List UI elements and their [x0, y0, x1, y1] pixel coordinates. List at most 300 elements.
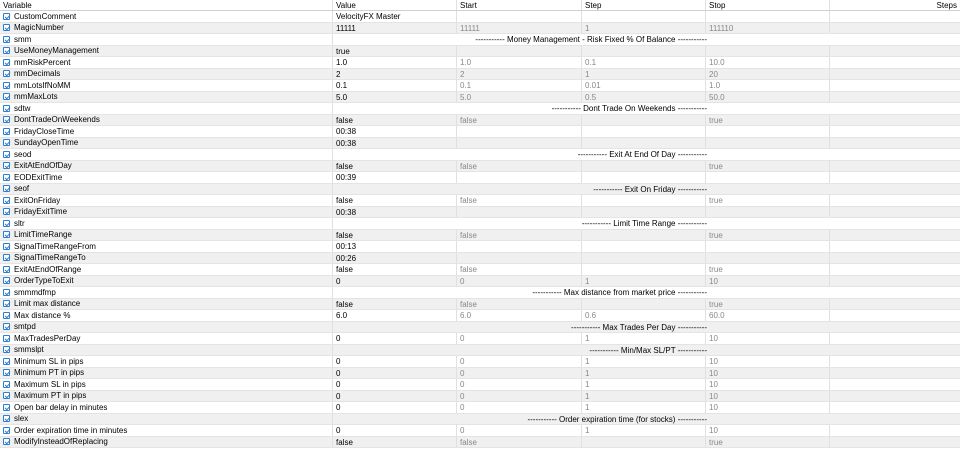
value-cell[interactable]: false — [333, 299, 457, 310]
table-row[interactable] — [0, 11, 960, 23]
checkbox-checked-icon[interactable] — [3, 277, 10, 284]
value-cell[interactable]: 11111 — [333, 23, 457, 34]
table-row[interactable] — [0, 23, 960, 35]
table-row[interactable] — [0, 391, 960, 403]
separator-cell — [333, 414, 960, 425]
checkbox-checked-icon[interactable] — [3, 381, 10, 388]
steps-cell — [830, 437, 960, 448]
variable-name: Limit max distance — [14, 299, 81, 308]
variable-name: Maximum PT in pips — [14, 391, 87, 400]
variable-cell — [0, 264, 333, 275]
checkbox-checked-icon[interactable] — [3, 36, 10, 43]
table-row[interactable] — [0, 46, 960, 58]
value-cell[interactable]: 00:38 — [333, 138, 457, 149]
value-cell[interactable]: 00:38 — [333, 207, 457, 218]
table-row[interactable] — [0, 276, 960, 288]
checkbox-checked-icon[interactable] — [3, 346, 10, 353]
separator-cell — [333, 149, 960, 160]
stop-cell[interactable]: true — [706, 437, 830, 448]
table-row[interactable] — [0, 184, 960, 196]
step-cell[interactable] — [582, 241, 706, 252]
start-cell[interactable] — [457, 126, 582, 137]
step-cell[interactable] — [582, 138, 706, 149]
stop-cell[interactable] — [706, 126, 830, 137]
value-cell[interactable]: false — [333, 115, 457, 126]
steps-cell — [830, 57, 960, 68]
table-row[interactable] — [0, 92, 960, 104]
separator-cell — [333, 287, 960, 298]
separator-cell — [333, 103, 960, 114]
table-row[interactable] — [0, 253, 960, 265]
header-variable[interactable]: Variable — [0, 0, 333, 10]
steps-cell — [830, 80, 960, 91]
value-cell[interactable]: 2 — [333, 69, 457, 80]
checkbox-checked-icon[interactable] — [3, 358, 10, 365]
checkbox-checked-icon[interactable] — [3, 82, 10, 89]
start-cell[interactable]: 6.0 — [457, 310, 582, 321]
step-cell[interactable]: 1 — [582, 356, 706, 367]
step-cell[interactable] — [582, 161, 706, 172]
table-row[interactable] — [0, 207, 960, 219]
step-cell[interactable]: 1 — [582, 69, 706, 80]
checkbox-checked-icon[interactable] — [3, 128, 10, 135]
table-row[interactable] — [0, 379, 960, 391]
steps-cell — [830, 368, 960, 379]
variable-cell — [0, 287, 333, 298]
value-cell[interactable]: 0 — [333, 276, 457, 287]
variable-cell — [0, 57, 333, 68]
header-start[interactable]: Start — [457, 0, 582, 10]
variable-cell — [0, 437, 333, 448]
steps-cell — [830, 11, 960, 22]
step-cell[interactable]: 0.6 — [582, 310, 706, 321]
header-stop[interactable]: Stop — [706, 0, 830, 10]
step-cell[interactable] — [582, 253, 706, 264]
variable-cell — [0, 103, 333, 114]
table-row[interactable] — [0, 57, 960, 69]
start-cell[interactable]: false — [457, 437, 582, 448]
value-cell[interactable]: 0.1 — [333, 80, 457, 91]
step-cell[interactable]: 1 — [582, 379, 706, 390]
checkbox-checked-icon[interactable] — [3, 312, 10, 319]
value-cell[interactable]: 00:13 — [333, 241, 457, 252]
variable-cell — [0, 425, 333, 436]
table-row[interactable] — [0, 287, 960, 299]
step-cell[interactable]: 0.1 — [582, 57, 706, 68]
stop-cell[interactable] — [706, 138, 830, 149]
header-step[interactable]: Step — [582, 0, 706, 10]
value-cell[interactable]: 0 — [333, 379, 457, 390]
table-row[interactable] — [0, 437, 960, 449]
checkbox-checked-icon[interactable] — [3, 369, 10, 376]
checkbox-checked-icon[interactable] — [3, 59, 10, 66]
variable-cell — [0, 138, 333, 149]
checkbox-checked-icon[interactable] — [3, 185, 10, 192]
steps-cell — [830, 92, 960, 103]
table-row[interactable] — [0, 425, 960, 437]
start-cell[interactable]: 0 — [457, 402, 582, 413]
variable-name: FridayExitTime — [14, 207, 68, 216]
variable-cell — [0, 46, 333, 57]
variable-cell — [0, 391, 333, 402]
separator-label: ----------- Max distance from market price ----------- — [532, 288, 707, 297]
variable-name: Max distance % — [14, 310, 71, 320]
variable-name: FridayCloseTime — [14, 126, 75, 136]
table-row[interactable] — [0, 402, 960, 414]
variable-name: Order expiration time in minutes — [14, 425, 128, 435]
variable-cell — [0, 195, 333, 206]
separator-cell — [333, 322, 960, 333]
variable-cell — [0, 207, 333, 218]
separator-cell — [333, 345, 960, 356]
step-cell[interactable] — [582, 11, 706, 22]
variable-cell — [0, 126, 333, 137]
start-cell[interactable] — [457, 207, 582, 218]
value-cell[interactable]: false — [333, 264, 457, 275]
variable-cell — [0, 310, 333, 321]
table-row[interactable] — [0, 195, 960, 207]
variable-cell — [0, 333, 333, 344]
steps-cell — [830, 138, 960, 149]
checkbox-checked-icon[interactable] — [3, 13, 10, 20]
stop-cell[interactable]: 10 — [706, 391, 830, 402]
step-cell[interactable]: 1 — [582, 425, 706, 436]
stop-cell[interactable]: 10 — [706, 402, 830, 413]
variable-name: mmDecimals — [14, 69, 61, 78]
start-cell[interactable]: 0 — [457, 276, 582, 287]
step-cell[interactable]: 1 — [582, 276, 706, 287]
stop-cell[interactable] — [706, 46, 830, 57]
value-cell[interactable]: 0 — [333, 391, 457, 402]
value-cell[interactable]: 0 — [333, 402, 457, 413]
checkbox-checked-icon[interactable] — [3, 24, 10, 31]
table-row[interactable] — [0, 414, 960, 426]
start-cell[interactable]: false — [457, 299, 582, 310]
stop-cell[interactable]: true — [706, 299, 830, 310]
table-row[interactable] — [0, 299, 960, 311]
table-row[interactable] — [0, 138, 960, 150]
start-cell[interactable]: 0 — [457, 379, 582, 390]
table-row[interactable] — [0, 103, 960, 115]
steps-cell — [830, 195, 960, 206]
table-row[interactable] — [0, 345, 960, 357]
variable-cell — [0, 253, 333, 264]
variable-name: smmslpt — [14, 345, 44, 354]
stop-cell[interactable]: 60.0 — [706, 310, 830, 321]
start-cell[interactable] — [457, 46, 582, 57]
variable-name: ExitAtEndOfDay — [14, 161, 72, 170]
variable-name: CustomComment — [14, 11, 77, 21]
checkbox-checked-icon[interactable] — [3, 427, 10, 434]
table-row[interactable] — [0, 310, 960, 322]
variable-name: sltr — [14, 218, 25, 228]
variable-name: SignalTimeRangeTo — [14, 253, 86, 262]
table-row[interactable] — [0, 322, 960, 334]
table-row[interactable] — [0, 333, 960, 345]
table-row[interactable] — [0, 172, 960, 184]
step-cell[interactable] — [582, 207, 706, 218]
variable-name: SundayOpenTime — [14, 138, 79, 147]
header-value[interactable]: Value — [333, 0, 457, 10]
start-cell[interactable]: 0 — [457, 368, 582, 379]
value-cell[interactable]: false — [333, 437, 457, 448]
start-cell[interactable]: false — [457, 264, 582, 275]
step-cell[interactable] — [582, 126, 706, 137]
start-cell[interactable]: 0 — [457, 356, 582, 367]
variable-cell — [0, 80, 333, 91]
value-cell[interactable]: 5.0 — [333, 92, 457, 103]
steps-cell — [830, 356, 960, 367]
stop-cell[interactable]: 10 — [706, 379, 830, 390]
checkbox-checked-icon[interactable] — [3, 415, 10, 422]
steps-cell — [830, 161, 960, 172]
value-cell[interactable]: 00:38 — [333, 126, 457, 137]
start-cell[interactable]: false — [457, 230, 582, 241]
value-cell[interactable]: 00:26 — [333, 253, 457, 264]
separator-label: ----------- Order expiration time (for stocks) ----------- — [527, 414, 707, 424]
stop-cell[interactable]: true — [706, 264, 830, 275]
variable-name: smmmdfmp — [14, 287, 56, 297]
value-cell[interactable]: 00:39 — [333, 172, 457, 183]
table-row[interactable] — [0, 69, 960, 81]
variable-cell — [0, 402, 333, 413]
start-cell[interactable] — [457, 241, 582, 252]
variable-name: UseMoneyManagement — [14, 46, 99, 55]
variable-name: DontTradeOnWeekends — [14, 115, 100, 124]
stop-cell[interactable] — [706, 253, 830, 264]
checkbox-checked-icon[interactable] — [3, 300, 10, 307]
start-cell[interactable] — [457, 253, 582, 264]
variable-name: seof — [14, 184, 30, 193]
value-cell[interactable]: 0 — [333, 356, 457, 367]
checkbox-checked-icon[interactable] — [3, 162, 10, 169]
checkbox-checked-icon[interactable] — [3, 197, 10, 204]
value-cell[interactable]: 0 — [333, 425, 457, 436]
checkbox-checked-icon[interactable] — [3, 243, 10, 250]
variable-cell — [0, 356, 333, 367]
value-cell[interactable]: false — [333, 195, 457, 206]
variable-cell — [0, 149, 333, 160]
variable-cell — [0, 299, 333, 310]
start-cell[interactable] — [457, 172, 582, 183]
checkbox-checked-icon[interactable] — [3, 174, 10, 181]
step-cell[interactable] — [582, 230, 706, 241]
steps-cell — [830, 115, 960, 126]
table-row[interactable] — [0, 80, 960, 92]
steps-cell — [830, 333, 960, 344]
checkbox-checked-icon[interactable] — [3, 105, 10, 112]
value-cell[interactable]: 1.0 — [333, 57, 457, 68]
variable-cell — [0, 184, 333, 195]
steps-cell — [830, 69, 960, 80]
checkbox-checked-icon[interactable] — [3, 266, 10, 273]
variable-name: Maximum SL in pips — [14, 379, 86, 389]
stop-cell[interactable]: 10.0 — [706, 57, 830, 68]
steps-cell — [830, 402, 960, 413]
variable-name: Open bar delay in minutes — [14, 402, 108, 412]
start-cell[interactable]: false — [457, 115, 582, 126]
table-row[interactable] — [0, 126, 960, 138]
checkbox-checked-icon[interactable] — [3, 323, 10, 330]
variable-name: smtpd — [14, 322, 36, 331]
variable-cell — [0, 241, 333, 252]
step-cell[interactable] — [582, 115, 706, 126]
steps-cell — [830, 241, 960, 252]
separator-label: ----------- Limit Time Range ----------- — [581, 219, 707, 228]
start-cell[interactable]: 0 — [457, 391, 582, 402]
start-cell[interactable] — [457, 11, 582, 22]
checkbox-checked-icon[interactable] — [3, 335, 10, 342]
stop-cell[interactable] — [706, 241, 830, 252]
steps-cell — [830, 379, 960, 390]
start-cell[interactable]: 0 — [457, 333, 582, 344]
table-row[interactable] — [0, 368, 960, 380]
checkbox-checked-icon[interactable] — [3, 47, 10, 54]
variable-cell — [0, 414, 333, 425]
stop-cell[interactable]: true — [706, 230, 830, 241]
value-cell[interactable]: 6.0 — [333, 310, 457, 321]
table-row[interactable] — [0, 115, 960, 127]
variable-name: ExitOnFriday — [14, 195, 61, 205]
stop-cell[interactable] — [706, 172, 830, 183]
value-cell[interactable]: true — [333, 46, 457, 57]
steps-cell — [830, 425, 960, 436]
separator-label: ----------- Exit On Friday ----------- — [593, 184, 707, 194]
checkbox-checked-icon[interactable] — [3, 139, 10, 146]
separator-cell — [333, 184, 960, 195]
step-cell[interactable]: 1 — [582, 402, 706, 413]
separator-label: ----------- Min/Max SL/PT ----------- — [589, 345, 707, 355]
step-cell[interactable]: 1 — [582, 333, 706, 344]
stop-cell[interactable] — [706, 11, 830, 22]
checkbox-checked-icon[interactable] — [3, 231, 10, 238]
step-cell[interactable]: 1 — [582, 391, 706, 402]
step-cell[interactable] — [582, 195, 706, 206]
variable-cell — [0, 11, 333, 22]
table-row[interactable] — [0, 356, 960, 368]
stop-cell[interactable]: 10 — [706, 333, 830, 344]
table-row[interactable] — [0, 218, 960, 230]
step-cell[interactable] — [582, 264, 706, 275]
steps-cell — [830, 276, 960, 287]
header-steps[interactable]: Steps — [936, 1, 957, 10]
variable-name: EODExitTime — [14, 172, 63, 182]
grid-header — [0, 0, 960, 11]
start-cell[interactable]: 11111 — [457, 23, 582, 34]
stop-cell[interactable]: 10 — [706, 276, 830, 287]
variable-cell — [0, 218, 333, 229]
separator-label: ----------- Exit At End Of Day ----------- — [577, 150, 707, 159]
stop-cell[interactable]: 10 — [706, 425, 830, 436]
checkbox-checked-icon[interactable] — [3, 254, 10, 261]
stop-cell[interactable]: 1.0 — [706, 80, 830, 91]
step-cell[interactable]: 0.01 — [582, 80, 706, 91]
variable-name: sdtw — [14, 103, 31, 113]
checkbox-checked-icon[interactable] — [3, 289, 10, 296]
table-row[interactable] — [0, 161, 960, 173]
grid-body — [0, 11, 960, 448]
table-row[interactable] — [0, 34, 960, 46]
separator-label: ----------- Money Management - Risk Fixed % Of Balance ----------- — [475, 35, 707, 44]
variable-cell — [0, 161, 333, 172]
start-cell[interactable]: 0 — [457, 425, 582, 436]
value-cell[interactable]: false — [333, 161, 457, 172]
start-cell[interactable]: 5.0 — [457, 92, 582, 103]
stop-cell[interactable]: true — [706, 161, 830, 172]
stop-cell[interactable]: true — [706, 195, 830, 206]
steps-cell — [830, 264, 960, 275]
step-cell[interactable] — [582, 299, 706, 310]
variable-cell — [0, 379, 333, 390]
variable-cell — [0, 92, 333, 103]
checkbox-checked-icon[interactable] — [3, 392, 10, 399]
stop-cell[interactable]: 20 — [706, 69, 830, 80]
checkbox-checked-icon[interactable] — [3, 404, 10, 411]
start-cell[interactable]: 2 — [457, 69, 582, 80]
stop-cell[interactable]: 111110 — [706, 23, 830, 34]
step-cell[interactable]: 1 — [582, 23, 706, 34]
variable-name: mmMaxLots — [14, 92, 58, 101]
start-cell[interactable]: false — [457, 161, 582, 172]
value-cell[interactable]: 0 — [333, 368, 457, 379]
stop-cell[interactable]: 50.0 — [706, 92, 830, 103]
start-cell[interactable]: 1.0 — [457, 57, 582, 68]
variable-cell — [0, 34, 333, 45]
variable-name: smm — [14, 34, 32, 44]
stop-cell[interactable]: true — [706, 115, 830, 126]
table-row[interactable] — [0, 264, 960, 276]
checkbox-checked-icon[interactable] — [3, 93, 10, 100]
variable-cell — [0, 23, 333, 34]
checkbox-checked-icon[interactable] — [3, 116, 10, 123]
start-cell[interactable]: false — [457, 195, 582, 206]
steps-cell — [830, 207, 960, 218]
variable-cell — [0, 276, 333, 287]
step-cell[interactable] — [582, 46, 706, 57]
checkbox-checked-icon[interactable] — [3, 220, 10, 227]
value-cell[interactable]: 0 — [333, 333, 457, 344]
stop-cell[interactable] — [706, 207, 830, 218]
variable-cell — [0, 115, 333, 126]
variable-name: LimitTimeRange — [14, 230, 72, 239]
variable-name: mmRiskPercent — [14, 57, 71, 67]
step-cell[interactable]: 1 — [582, 368, 706, 379]
variable-name: mmLotsIfNoMM — [14, 80, 71, 90]
stop-cell[interactable]: 10 — [706, 368, 830, 379]
checkbox-checked-icon[interactable] — [3, 70, 10, 77]
start-cell[interactable] — [457, 138, 582, 149]
variable-name: ExitAtEndOfRange — [14, 264, 82, 274]
start-cell[interactable]: 0.1 — [457, 80, 582, 91]
value-cell[interactable]: VelocityFX Master — [333, 11, 457, 22]
step-cell[interactable] — [582, 172, 706, 183]
checkbox-checked-icon[interactable] — [3, 151, 10, 158]
steps-cell — [830, 299, 960, 310]
table-row[interactable] — [0, 230, 960, 242]
steps-cell — [830, 253, 960, 264]
stop-cell[interactable]: 10 — [706, 356, 830, 367]
steps-cell — [830, 46, 960, 57]
variable-name: Minimum SL in pips — [14, 356, 84, 366]
step-cell[interactable] — [582, 437, 706, 448]
table-row[interactable] — [0, 149, 960, 161]
variable-name: slex — [14, 414, 29, 423]
checkbox-checked-icon[interactable] — [3, 438, 10, 445]
step-cell[interactable]: 0.5 — [582, 92, 706, 103]
checkbox-checked-icon[interactable] — [3, 208, 10, 215]
table-row[interactable] — [0, 241, 960, 253]
value-cell[interactable]: false — [333, 230, 457, 241]
